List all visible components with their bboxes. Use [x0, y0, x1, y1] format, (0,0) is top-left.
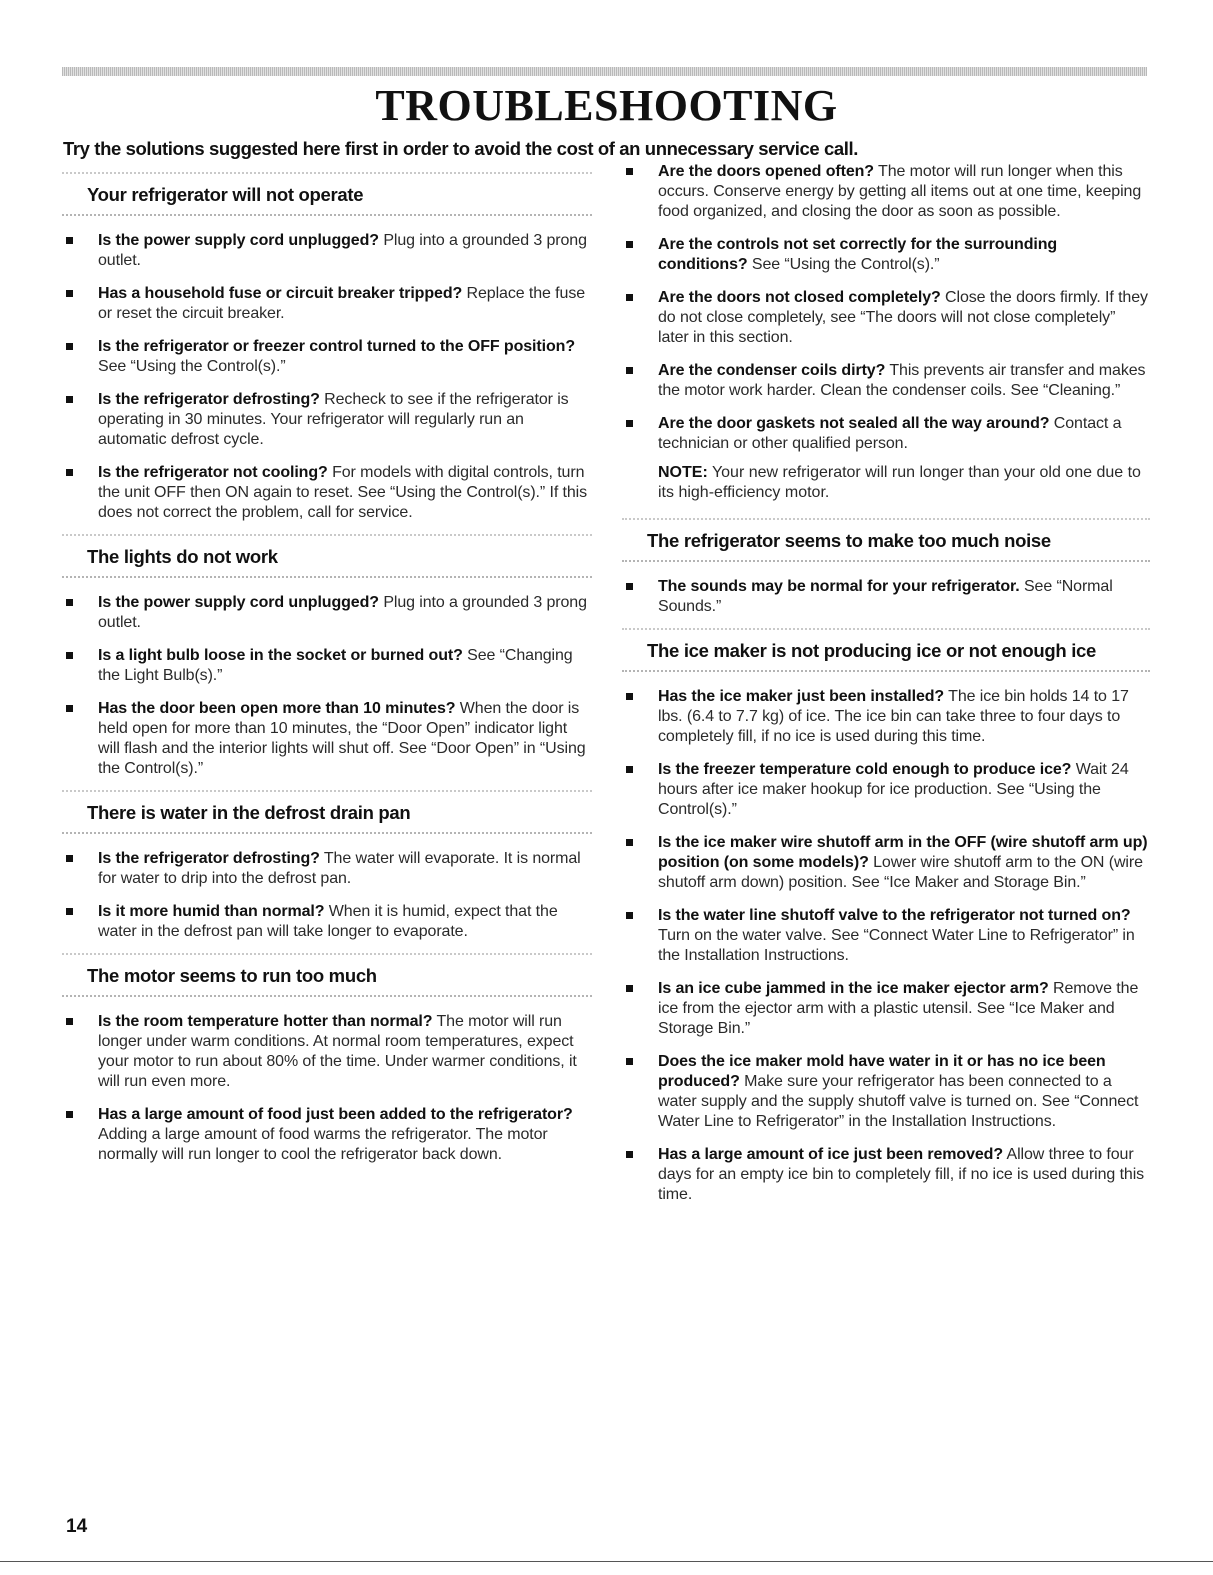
- list-item: [622, 906, 1150, 966]
- bullet-icon: [66, 855, 73, 862]
- item-answer: Turn on the water valve. See “Connect Water Line to Refrigerator” in the Installation Instructions.: [658, 927, 1135, 964]
- item-answer: See “Changing the Light Bulb(s).”: [98, 647, 573, 684]
- list-item: [622, 288, 1150, 348]
- list-item: [622, 833, 1150, 893]
- item-question: Is the refrigerator or freezer control turned to the OFF position?: [98, 338, 575, 355]
- item-question: Is the room temperature hotter than normal?: [98, 1013, 433, 1030]
- item-question: Has a large amount of ice just been removed?: [658, 1146, 1004, 1163]
- item-list: [62, 849, 592, 942]
- troubleshoot-section: [622, 635, 1150, 1205]
- list-item: [622, 979, 1150, 1039]
- item-answer: Lower wire shutoff arm to the ON (wire shutoff arm down) position. See “Ice Maker and Storage Bin.”: [658, 854, 1143, 891]
- item-answer: Wait 24 hours after ice maker hookup for ice production. See “Using the Control(s).”: [658, 761, 1129, 818]
- bullet-icon: [66, 1018, 73, 1025]
- item-question: Is the refrigerator defrosting?: [98, 391, 320, 408]
- item-answer: The water will evaporate. It is normal for water to drip into the defrost pan.: [98, 850, 581, 887]
- list-item: [622, 162, 1150, 222]
- section-header: [622, 635, 1150, 672]
- item-question: Are the doors opened often?: [658, 163, 874, 180]
- bullet-icon: [626, 1151, 633, 1158]
- bullet-icon: [626, 693, 633, 700]
- item-question: Is a light bulb loose in the socket or burned out?: [98, 647, 463, 664]
- item-answer: The motor will run longer under warm conditions. At normal room temperatures, expect your motor to run about 80% of the time. Under warmer conditions, it will run even more.: [98, 1013, 577, 1090]
- bullet-icon: [626, 367, 633, 374]
- section-heading: Your refrigerator will not operate: [87, 184, 364, 205]
- item-list: [622, 577, 1150, 617]
- item-answer: Recheck to see if the refrigerator is operating in 30 minutes. Your refrigerator will regularly run an automatic defrost cycle.: [98, 391, 569, 448]
- bullet-icon: [626, 766, 633, 773]
- bullet-icon: [66, 396, 73, 403]
- list-item: [622, 1145, 1150, 1205]
- list-item: [62, 902, 592, 942]
- item-question: Is the refrigerator defrosting?: [98, 850, 320, 867]
- right-sections: [622, 525, 1150, 1205]
- item-answer: When the door is held open for more than 10 minutes, the “Door Open” indicator light will flash and the interior lights will shut off. See “Door Open” in “Using the Control(s).”: [98, 700, 586, 777]
- bullet-icon: [66, 237, 73, 244]
- item-question: Has a household fuse or circuit breaker tripped?: [98, 285, 463, 302]
- note-text: Your new refrigerator will run longer than your old one due to its high-efficiency motor.: [658, 464, 1141, 501]
- bullet-icon: [66, 290, 73, 297]
- list-item: [622, 414, 1150, 454]
- section-heading: The motor seems to run too much: [87, 965, 377, 986]
- item-question: Is the refrigerator not cooling?: [98, 464, 328, 481]
- item-answer: Plug into a grounded 3 prong outlet.: [98, 232, 587, 269]
- item-question: Are the condenser coils dirty?: [658, 362, 886, 379]
- section-heading: The lights do not work: [87, 546, 278, 567]
- section-header: [62, 797, 592, 834]
- bullet-icon: [66, 599, 73, 606]
- bullet-icon: [66, 343, 73, 350]
- bullet-icon: [626, 839, 633, 846]
- page-number: 14: [66, 1516, 88, 1537]
- section-header: [62, 179, 592, 216]
- list-item: [62, 337, 592, 377]
- item-question: Is the power supply cord unplugged?: [98, 232, 379, 249]
- left-column: [62, 179, 592, 1183]
- item-answer: Remove the ice from the ejector arm with a plastic utensil. See “Ice Maker and Storage Bin.”: [658, 980, 1139, 1037]
- right-column: [622, 162, 1150, 1223]
- bullet-icon: [66, 652, 73, 659]
- item-answer: Make sure your refrigerator has been connected to a water supply and the supply shutoff valve is turned on. See “Connect Water Line to Refrigerator” in the Installation Instructions.: [658, 1073, 1139, 1130]
- item-question: Are the controls not set correctly for the surrounding conditions?: [658, 236, 1058, 273]
- page-title: TROUBLESHOOTING: [375, 81, 838, 130]
- list-item: [622, 577, 1150, 617]
- item-question: Is the power supply cord unplugged?: [98, 594, 379, 611]
- item-list: [62, 593, 592, 779]
- item-question: Is it more humid than normal?: [98, 903, 325, 920]
- intro-text: Try the solutions suggested here first in order to avoid the cost of an unnecessary service call.: [63, 138, 858, 159]
- list-item: [62, 699, 592, 779]
- item-question: Are the door gaskets not sealed all the way around?: [658, 415, 1050, 432]
- bullet-icon: [66, 1111, 73, 1118]
- bullet-icon: [626, 420, 633, 427]
- item-answer: This prevents air transfer and makes the motor work harder. Clean the condenser coils. See “Cleaning.”: [658, 362, 1146, 399]
- item-answer: See “Normal Sounds.”: [658, 578, 1113, 615]
- list-item: [62, 284, 592, 324]
- bullet-icon: [626, 1058, 633, 1065]
- bullet-icon: [626, 294, 633, 301]
- list-item: [622, 687, 1150, 747]
- top-divider: [62, 67, 1147, 76]
- section-heading: The refrigerator seems to make too much noise: [647, 530, 1051, 551]
- list-item: [622, 235, 1150, 275]
- troubleshoot-section: [62, 960, 592, 1165]
- bottom-divider: [0, 1561, 1213, 1562]
- item-answer: When it is humid, expect that the water in the defrost pan will take longer to evaporate.: [98, 903, 558, 940]
- item-list: [62, 231, 592, 523]
- item-answer: For models with digital controls, turn the unit OFF then ON again to reset. See “Using the Control(s).” If this does not correct the problem, call for service.: [98, 464, 588, 521]
- section-header: [62, 960, 592, 997]
- list-item: [62, 849, 592, 889]
- item-question: Is an ice cube jammed in the ice maker ejector arm?: [658, 980, 1049, 997]
- item-question: Is the ice maker wire shutoff arm in the OFF (wire shutoff arm up) position (on some models)?: [658, 834, 1148, 871]
- list-item: [622, 361, 1150, 401]
- bullet-icon: [66, 469, 73, 476]
- list-item: [62, 1012, 592, 1092]
- note: [622, 463, 1150, 503]
- list-item: [62, 231, 592, 271]
- note-label: NOTE:: [658, 464, 708, 481]
- item-question: Has the ice maker just been installed?: [658, 688, 945, 705]
- item-list: [62, 1012, 592, 1165]
- item-answer: Plug into a grounded 3 prong outlet.: [98, 594, 587, 631]
- item-answer: See “Using the Control(s).”: [747, 256, 940, 273]
- item-answer: The motor will run longer when this occurs. Conserve energy by getting all items out at one time, keeping food organized, and closing the door as soon as possible.: [658, 163, 1142, 220]
- item-question: Is the freezer temperature cold enough to produce ice?: [658, 761, 1072, 778]
- item-question: Is the water line shutoff valve to the refrigerator not turned on?: [658, 907, 1131, 924]
- bullet-icon: [66, 705, 73, 712]
- item-question: Has a large amount of food just been added to the refrigerator?: [98, 1106, 573, 1123]
- item-question: Are the doors not closed completely?: [658, 289, 941, 306]
- troubleshoot-section: [62, 797, 592, 942]
- section-header: [62, 541, 592, 578]
- continued-item-list: [622, 162, 1150, 454]
- item-answer: Replace the fuse or reset the circuit breaker.: [98, 285, 586, 322]
- list-item: [62, 1105, 592, 1165]
- bullet-icon: [66, 908, 73, 915]
- item-answer: Allow three to four days for an empty ice bin to completely fill, if no ice is used during this time.: [658, 1146, 1145, 1203]
- list-item: [62, 390, 592, 450]
- bullet-icon: [626, 985, 633, 992]
- item-question: Has the door been open more than 10 minutes?: [98, 700, 456, 717]
- section-header: [622, 525, 1150, 562]
- list-item: [622, 760, 1150, 820]
- bullet-icon: [626, 583, 633, 590]
- section-heading: The ice maker is not producing ice or not enough ice: [647, 640, 1097, 661]
- item-list: [622, 687, 1150, 1205]
- item-answer: See “Using the Control(s).”: [98, 358, 286, 375]
- section-heading: There is water in the defrost drain pan: [87, 802, 411, 823]
- bullet-icon: [626, 168, 633, 175]
- list-item: [62, 593, 592, 633]
- item-answer: The ice bin holds 14 to 17 lbs. (6.4 to 7.7 kg) of ice. The ice bin can take three to four days to completely fill, if no ice is used during this time.: [658, 688, 1129, 745]
- item-question: The sounds may be normal for your refrigerator.: [658, 578, 1020, 595]
- list-item: [62, 463, 592, 523]
- troubleshoot-section: [62, 541, 592, 779]
- bullet-icon: [626, 912, 633, 919]
- list-item: [622, 1052, 1150, 1132]
- item-answer: Close the doors firmly. If they do not close completely, see “The doors will not close completely” later in this section.: [658, 289, 1148, 346]
- item-question: Does the ice maker mold have water in it or has no ice been produced?: [658, 1053, 1106, 1090]
- item-answer: Adding a large amount of food warms the refrigerator. The motor normally will run longer to cool the refrigerator back down.: [98, 1126, 548, 1163]
- troubleshoot-section: [62, 179, 592, 523]
- item-answer: Contact a technician or other qualified person.: [658, 415, 1122, 452]
- bullet-icon: [626, 241, 633, 248]
- troubleshoot-section: [622, 525, 1150, 617]
- list-item: [62, 646, 592, 686]
